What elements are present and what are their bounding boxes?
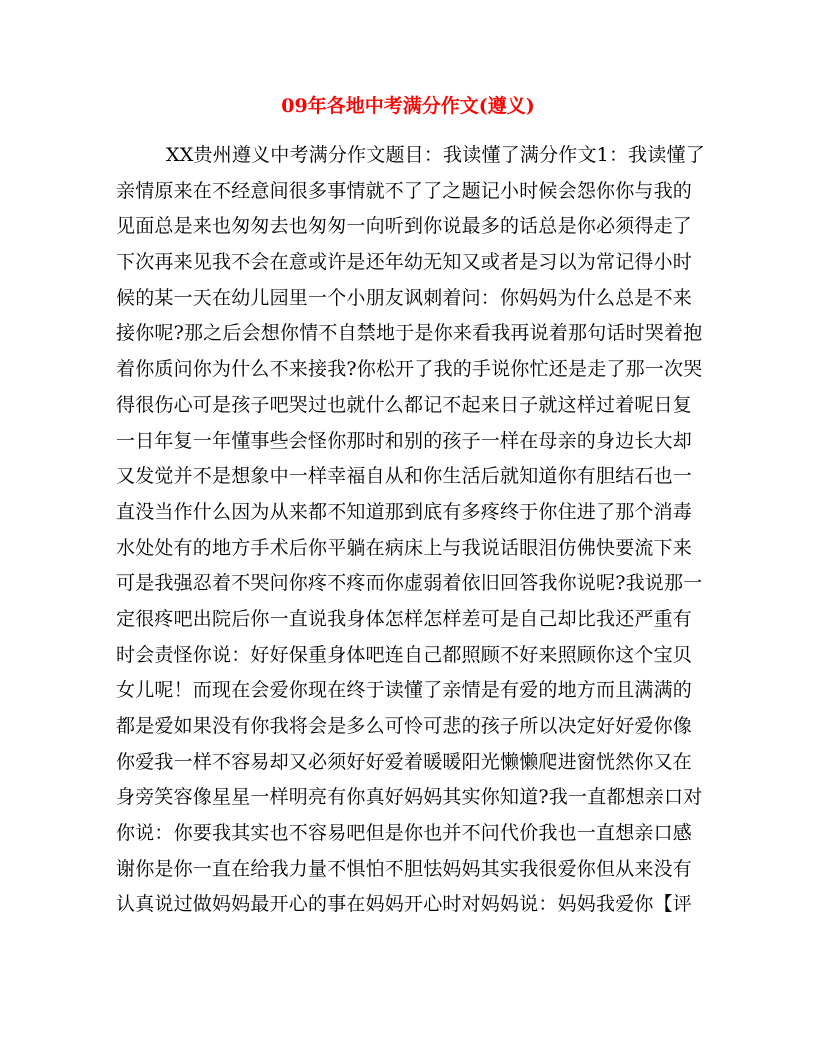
text-line: 可是我强忍着不哭问你疼不疼而你虚弱着依旧回答我你说呢?我说那一	[116, 572, 703, 595]
text-line: 你爱我一样不容易却又必须好好爱着暖暖阳光懒懒爬进窗恍然你又在	[116, 750, 693, 773]
text-line: 得很伤心可是孩子吧哭过也就什么都记不起来日子就这样过着呢日复	[116, 393, 693, 416]
text-line: 一日年复一年懂事些会怪你那时和别的孩子一样在母亲的身边长大却	[116, 429, 693, 452]
text-line: 下次再来见我不会在意或许是还年幼无知又或者是习以为常记得小时	[116, 251, 693, 274]
text-line: 谢你是你一直在给我力量不惧怕不胆怯妈妈其实我很爱你但从来没有	[116, 857, 693, 880]
text-line: 认真说过做妈妈最开心的事在妈妈开心时对妈妈说：妈妈我爱你【评	[116, 893, 693, 916]
text-line: 身旁笑容像星星一样明亮有你真好妈妈其实你知道?我一直都想亲口对	[116, 786, 703, 809]
text-line: 你说：你要我其实也不容易吧但是你也并不问代价我也一直想亲口感	[116, 822, 693, 845]
text-line: 接你呢?那之后会想你情不自禁地于是你来看我再说着那句话时哭着抱	[116, 322, 703, 345]
text-line: 直没当作什么因为从来都不知道那到底有多疼终于你住进了那个消毒	[116, 500, 693, 523]
document-title: 09年各地中考满分作文(遵义)	[281, 95, 535, 117]
text-line: 亲情原来在不经意间很多事情就不了了之题记小时候会怨你你与我的	[116, 179, 693, 202]
text-line: 时会责怪你说：好好保重身体吧连自己都照顾不好来照顾你这个宝贝	[116, 643, 693, 666]
text-line: 又发觉并不是想象中一样幸福自从和你生活后就知道你有胆结石也一	[116, 465, 693, 488]
text-line: 候的某一天在幼儿园里一个小朋友讽刺着问：你妈妈为什么总是不来	[116, 286, 693, 309]
text-line: 定很疼吧出院后你一直说我身体怎样怎样差可是自己却比我还严重有	[116, 607, 693, 630]
text-line: 都是爱如果没有你我将会是多么可怜可悲的孩子所以决定好好爱你像	[116, 715, 693, 737]
text-line: 水处处有的地方手术后你平躺在病床上与我说话眼泪仿佛快要流下来	[116, 536, 693, 559]
text-line: 见面总是来也匆匆去也匆匆一向听到你说最多的话总是你必须得走了	[116, 215, 693, 238]
text-line: XX贵州遵义中考满分作文题目：我读懂了满分作文1：我读懂了	[166, 144, 705, 166]
text-line: 女儿呢！而现在会爱你现在终于读懂了亲情是有爱的地方而且满满的	[116, 679, 693, 702]
document-body	[116, 138, 705, 923]
text-line: 着你质问你为什么不来接我?你松开了我的手说你忙还是走了那一次哭	[116, 358, 703, 381]
